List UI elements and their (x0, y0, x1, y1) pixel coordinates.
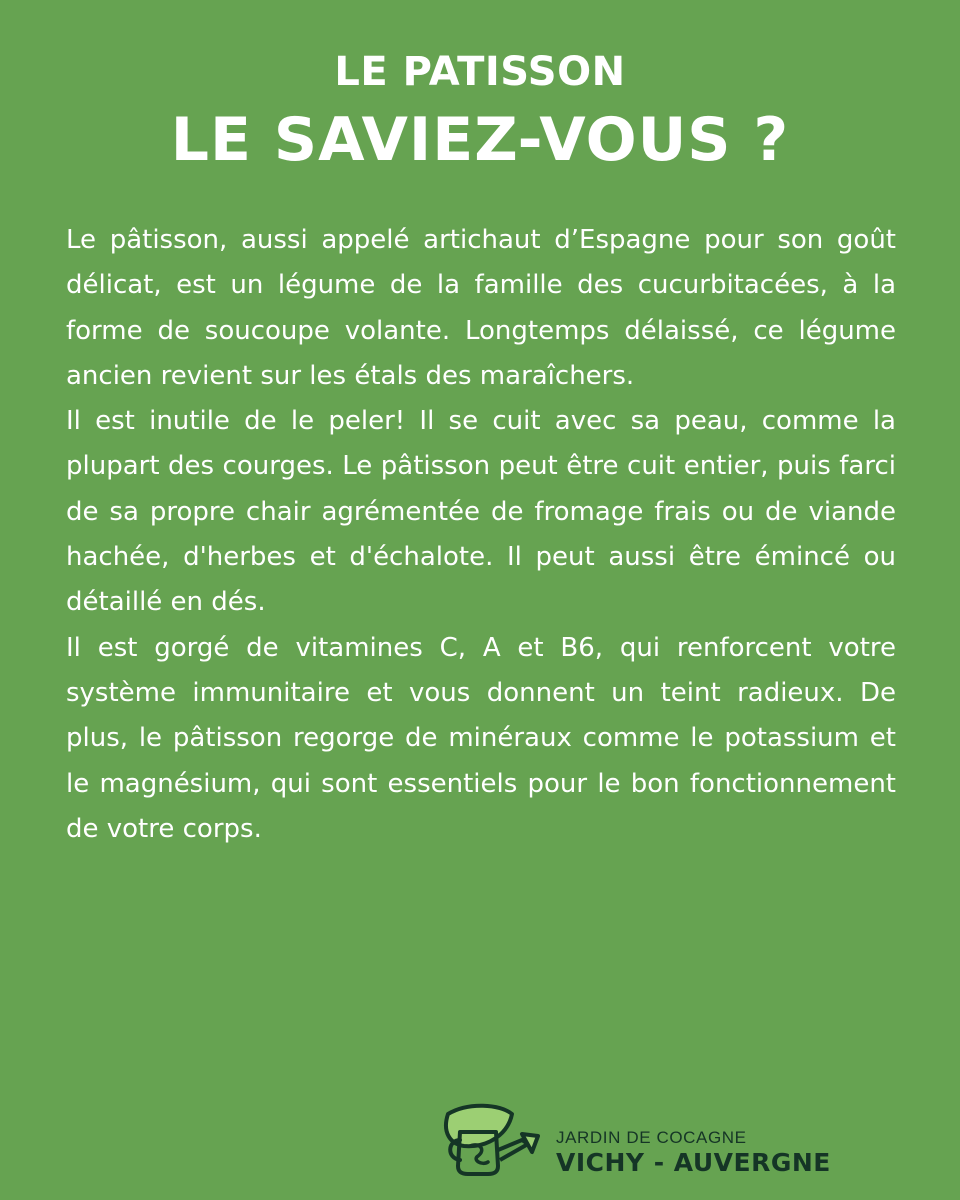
article-body (66, 218, 896, 852)
paragraph-cooking: Il est inutile de le peler! Il se cuit avec sa peau, comme la plupart des courges. Le pâtisson peut être cuit entier, puis farci de sa propre chair agrémentée de fromage frais ou de viande hachée, d'herbes et d'échalote. Il peut aussi être émincé ou détaillé en dés. (66, 406, 896, 618)
page-subtitle: LE SAVIEZ-VOUS ? (170, 105, 790, 175)
paragraph-intro: Le pâtisson, aussi appelé artichaut d’Espagne pour son goût délicat, est un légume de la famille des cucurbitacées, à la forme de soucoupe volante. Longtemps délaissé, ce légume ancien revient sur les étals des maraîchers. (66, 225, 896, 391)
header (0, 44, 960, 180)
paragraph-nutrition: Il est gorgé de vitamines C, A et B6, qui renforcent votre système immunitaire et vous donnent un teint radieux. De plus, le pâtisson regorge de minéraux comme le potassium et le magnésium, qui sont essentiels pour le bon fonctionnement de votre corps. (66, 632, 896, 844)
logo-text-jardin: JARDIN DE COCAGNE (556, 1128, 747, 1147)
logo-text-vichy: VICHY - AUVERGNE (556, 1148, 831, 1177)
footer-logo (438, 1100, 878, 1184)
page-title: LE PATISSON (334, 49, 626, 95)
watering-can-logo-icon (438, 1100, 550, 1180)
